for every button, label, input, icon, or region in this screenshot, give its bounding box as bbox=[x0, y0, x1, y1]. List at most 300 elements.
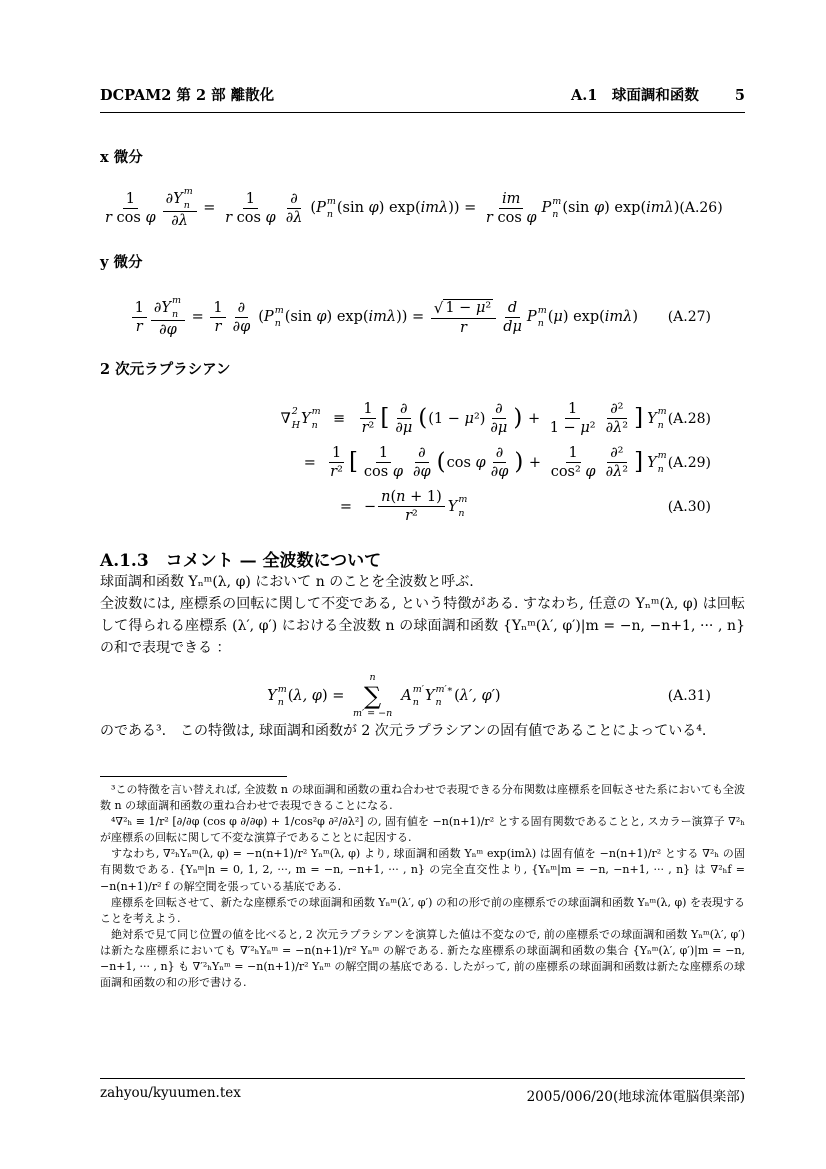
math-token bbox=[410, 463, 434, 480]
math-token: A bbox=[401, 688, 412, 705]
math-token: n bbox=[277, 697, 284, 709]
math-token: Y bbox=[447, 498, 458, 515]
math-token bbox=[327, 445, 346, 480]
math-token: n bbox=[458, 507, 465, 519]
math-token bbox=[360, 401, 375, 419]
math-token: [ bbox=[348, 449, 358, 475]
math-token: ∂ bbox=[153, 299, 162, 316]
math-token bbox=[327, 463, 346, 480]
math-token bbox=[264, 306, 285, 329]
math-token: Y bbox=[161, 299, 171, 316]
math-token: Y bbox=[301, 410, 311, 427]
equation-a31-number: (A.31) bbox=[667, 688, 711, 705]
math-token bbox=[565, 401, 580, 419]
math-token: n bbox=[274, 318, 281, 329]
math-token: ∂ bbox=[290, 190, 298, 207]
math-token bbox=[267, 685, 288, 708]
math-token: ) bbox=[513, 405, 523, 431]
math-token: n bbox=[381, 489, 391, 505]
equation-a27-math bbox=[100, 296, 668, 338]
math-token: ² bbox=[485, 300, 492, 316]
math-token: m bbox=[183, 186, 193, 197]
math-token: φ bbox=[240, 318, 251, 335]
math-token bbox=[329, 445, 344, 463]
equation-a28 bbox=[100, 401, 745, 436]
equation-a30-relation: = bbox=[339, 498, 353, 515]
math-token bbox=[327, 197, 336, 220]
math-token bbox=[487, 401, 510, 436]
math-token bbox=[301, 407, 322, 430]
math-token bbox=[483, 191, 540, 226]
math-token: ² bbox=[337, 464, 343, 480]
equation-a29-number: (A.29) bbox=[667, 454, 711, 471]
page-number: 5 bbox=[734, 87, 745, 104]
math-token bbox=[505, 300, 520, 318]
section-label-laplacian: 2 次元ラプラシアン bbox=[100, 361, 231, 378]
math-token: ) bbox=[494, 688, 501, 705]
math-token bbox=[458, 495, 467, 518]
math-token: ∂ bbox=[495, 445, 504, 461]
math-token: im bbox=[502, 190, 521, 207]
math-token: ∂ bbox=[395, 420, 403, 436]
equation-a30-rhs bbox=[364, 489, 668, 524]
equation-a31 bbox=[100, 673, 745, 719]
paragraph-eigenvalue: のである³. この特徴は, 球面調和函数が 2 次元ラプラシアンの固有値であることによっている⁴. bbox=[100, 722, 707, 739]
math-token: ) bbox=[673, 200, 680, 216]
math-token: m bbox=[657, 450, 667, 461]
math-token: ) exp( bbox=[604, 200, 647, 216]
math-token: φ bbox=[392, 464, 403, 480]
math-token: ( bbox=[418, 405, 428, 431]
math-token: 1 bbox=[213, 299, 223, 316]
math-token: ) bbox=[632, 309, 639, 325]
math-token bbox=[359, 419, 378, 436]
math-token bbox=[102, 191, 159, 226]
math-token: ∂ bbox=[232, 318, 241, 335]
math-token bbox=[316, 197, 337, 220]
equation-a29-relation: = bbox=[303, 454, 316, 471]
footnote-4-paragraph-2: すなわち, ∇²ₕYₙᵐ(λ, φ) = −n(n+1)/r² Yₙᵐ(λ, φ) より, 球面調和函数 Yₙᵐ exp(imλ) は固有値を −n(n+1)/r² とする ∇²ₕ の固有関数である. {Yₙᵐ|n = 0, 1, 2, ···, m = −n, −n+1, ··· , n} の完全直交性より, {Yₙᵐ|m = −n, −n+1, ··· , n} は ∇²ₕf = −n(n+1)/r² f の解空間を張っている基底である. bbox=[100, 847, 745, 893]
math-token bbox=[603, 401, 632, 436]
math-token: r bbox=[225, 209, 237, 226]
math-token: Y bbox=[647, 410, 657, 427]
math-token bbox=[542, 197, 563, 220]
math-token: ∂ bbox=[412, 464, 421, 480]
math-token bbox=[488, 445, 512, 480]
math-token: n bbox=[412, 697, 419, 709]
math-token bbox=[230, 300, 254, 335]
footnote-4-paragraph-3: 座標系を回転させて、新たな座標系での球面調和函数 Yₙᵐ(λ′, φ′) の和の形で前の座標系での球面調和函数 Yₙᵐ(λ, φ) を表現することを考えよう. bbox=[100, 895, 745, 925]
math-token bbox=[492, 401, 506, 419]
equation-a30 bbox=[100, 489, 745, 524]
footer-rule bbox=[100, 1078, 745, 1079]
math-token: cos bbox=[446, 454, 476, 471]
math-token bbox=[168, 212, 191, 229]
paragraph-rotation-invariance: 全波数には, 座標系の回転に関して不変である, という特徴がある. すなわち, 任意の Yₙᵐ(λ, φ) は回転して得られる座標系 (λ′, φ′) における全波数 n の球面調和函数 {Yₙᵐ(λ′, φ′)|m = −n, −n+1, ··· , n} の和で表現できる ： bbox=[100, 596, 745, 657]
math-token bbox=[281, 407, 301, 430]
math-token bbox=[434, 299, 493, 317]
math-token bbox=[603, 419, 632, 436]
math-token bbox=[647, 407, 668, 430]
math-token bbox=[488, 463, 512, 480]
math-token bbox=[500, 318, 525, 335]
math-token: ( bbox=[454, 688, 460, 705]
math-token: 1 bbox=[363, 401, 373, 417]
math-token bbox=[548, 445, 599, 480]
math-token: ∂ bbox=[605, 464, 614, 480]
math-token bbox=[547, 419, 599, 436]
footer-row bbox=[100, 1085, 745, 1105]
math-token: = bbox=[198, 200, 221, 216]
math-token bbox=[378, 489, 445, 524]
math-token: n bbox=[435, 697, 442, 709]
math-token bbox=[275, 306, 284, 329]
math-token: ∂ bbox=[237, 299, 246, 316]
math-token: 1 bbox=[568, 445, 578, 461]
footnote-rule bbox=[100, 776, 287, 777]
math-token bbox=[173, 187, 194, 210]
math-token: Y bbox=[267, 688, 277, 705]
math-token: + 1) bbox=[405, 489, 442, 505]
equation-a26-number: (A.26) bbox=[679, 200, 723, 216]
math-token: μ bbox=[464, 410, 474, 427]
math-token bbox=[435, 685, 453, 708]
math-token bbox=[392, 419, 415, 436]
math-token: (sin bbox=[562, 200, 594, 216]
math-token: 1 bbox=[378, 445, 389, 461]
math-token: m′∗ bbox=[435, 683, 454, 695]
math-token: cos² bbox=[550, 464, 586, 480]
footnotes-section bbox=[100, 776, 745, 992]
math-token: P bbox=[541, 200, 552, 216]
equations-a28-a30 bbox=[100, 401, 745, 524]
math-token: − bbox=[364, 498, 377, 515]
equation-a27 bbox=[100, 296, 745, 338]
math-token: m bbox=[311, 406, 321, 417]
math-token: 1 − bbox=[549, 420, 581, 436]
math-token: ∑ bbox=[364, 681, 382, 710]
equation-a27-number: (A.27) bbox=[667, 309, 711, 325]
footnote-3: ³この特徴を言い替えれば, 全波数 n の球面調和函数の重ね合わせで表現できる分布関数は座標系を回転させた系においても全波数 n の球面調和函数の重ね合わせで表現できることになる. bbox=[100, 782, 745, 812]
math-token: μ bbox=[497, 420, 508, 436]
math-token bbox=[283, 209, 306, 226]
header-section-title: A.1 球面調和函数 bbox=[571, 87, 699, 104]
math-token bbox=[151, 296, 185, 321]
math-token: imλ bbox=[646, 200, 674, 216]
equation-a28-number: (A.28) bbox=[667, 410, 711, 427]
math-token: φ bbox=[316, 309, 327, 325]
equation-a29 bbox=[100, 445, 745, 480]
math-token bbox=[151, 296, 185, 338]
math-token: ∂ bbox=[285, 209, 294, 226]
math-token: λ′, φ′ bbox=[459, 688, 495, 705]
footer-source-file: zahyou/kyuumen.tex bbox=[100, 1085, 241, 1101]
math-token bbox=[163, 187, 197, 229]
math-token bbox=[566, 445, 581, 463]
math-token: 1 bbox=[125, 190, 135, 207]
math-token: ( bbox=[390, 489, 397, 505]
math-token: Y bbox=[424, 688, 435, 705]
math-token bbox=[500, 300, 525, 335]
math-token bbox=[376, 445, 391, 463]
math-token bbox=[448, 495, 469, 518]
math-token: n bbox=[396, 489, 406, 505]
math-token: n bbox=[183, 199, 190, 211]
math-token: λ bbox=[178, 213, 188, 229]
math-token bbox=[607, 445, 626, 463]
math-token bbox=[647, 451, 668, 474]
math-token: d bbox=[507, 299, 518, 316]
math-token: cos bbox=[116, 209, 146, 226]
math-token: n bbox=[657, 463, 664, 475]
math-token bbox=[102, 209, 159, 226]
math-token: m′ = −n bbox=[352, 708, 393, 720]
math-token: ∂² bbox=[610, 401, 624, 417]
math-token bbox=[547, 401, 599, 436]
math-token: ² bbox=[589, 420, 596, 436]
math-token: m bbox=[537, 304, 547, 316]
math-token: φ bbox=[166, 322, 177, 338]
math-token bbox=[222, 209, 279, 226]
math-token: φ bbox=[475, 454, 486, 471]
math-token: m bbox=[552, 195, 562, 207]
math-token: 1 − bbox=[445, 300, 476, 316]
math-token: m bbox=[458, 494, 468, 505]
math-token: m bbox=[657, 406, 667, 417]
math-token: ∂ bbox=[490, 420, 498, 436]
math-token: ( bbox=[287, 688, 294, 705]
math-token bbox=[361, 445, 406, 480]
math-token: 1 bbox=[568, 401, 578, 417]
math-token: imλ bbox=[420, 200, 449, 216]
math-token: ∇ bbox=[280, 410, 291, 427]
math-token: H bbox=[291, 419, 300, 431]
math-token: m bbox=[171, 295, 181, 306]
math-token: P bbox=[526, 309, 537, 325]
math-token: ²) bbox=[473, 410, 486, 427]
math-token: r bbox=[330, 464, 338, 480]
math-token: r bbox=[460, 319, 467, 336]
math-token bbox=[292, 407, 300, 430]
header-right bbox=[571, 84, 745, 105]
math-token bbox=[212, 318, 225, 335]
math-token: λ bbox=[293, 209, 303, 226]
math-token bbox=[410, 445, 434, 480]
math-token bbox=[487, 419, 510, 436]
math-token: n bbox=[537, 318, 544, 329]
math-token: μ bbox=[580, 420, 590, 436]
math-token bbox=[392, 401, 415, 436]
math-token: φ bbox=[265, 209, 276, 226]
math-token: λ bbox=[613, 420, 623, 436]
math-token: ∂ bbox=[171, 213, 179, 229]
math-token: ( bbox=[547, 309, 554, 325]
section-label-y-derivative: y 微分 bbox=[100, 254, 143, 271]
math-token bbox=[538, 306, 547, 329]
equation-a26-math bbox=[100, 187, 679, 229]
math-token: r bbox=[135, 318, 143, 335]
math-token: ∂² bbox=[610, 445, 624, 461]
math-token bbox=[548, 463, 599, 480]
math-token: [ bbox=[380, 405, 390, 431]
footnote-4-definition: ⁴∇²ₕ ≡ 1/r² [∂/∂φ (cos φ ∂/∂φ) + 1/cos²φ ∂²/∂λ²] の, 固有値を −n(n+1)/r² とする固有関数であることと, スカラー演算子 ∇²ₕ が座標系の回転に関して不変な演算子であることとに起因する. bbox=[100, 814, 745, 845]
math-token: m bbox=[277, 683, 287, 695]
math-token bbox=[283, 191, 306, 226]
math-token: ∂ bbox=[165, 190, 174, 207]
math-token bbox=[210, 300, 225, 318]
math-token bbox=[493, 445, 507, 463]
math-token bbox=[156, 321, 180, 338]
math-token: m′ bbox=[412, 683, 424, 695]
math-token: n bbox=[326, 209, 333, 220]
math-token: r bbox=[105, 209, 117, 226]
math-token bbox=[222, 191, 279, 226]
math-token: cos bbox=[363, 464, 393, 480]
page-footer bbox=[100, 1078, 745, 1105]
math-token: r bbox=[361, 420, 369, 436]
math-token: n bbox=[657, 419, 664, 431]
math-token: imλ bbox=[368, 309, 397, 325]
math-token: ) bbox=[514, 449, 524, 475]
math-token: = bbox=[186, 309, 209, 325]
math-token: ( bbox=[258, 309, 264, 325]
math-token: + bbox=[524, 454, 546, 471]
math-token: ² bbox=[368, 420, 375, 436]
math-token bbox=[603, 445, 632, 480]
math-token: √ bbox=[433, 298, 444, 317]
math-token: 1 bbox=[245, 190, 255, 207]
math-token: ∂ bbox=[490, 464, 499, 480]
math-token bbox=[243, 191, 258, 209]
math-token: ∂ bbox=[418, 445, 426, 461]
math-token: λ, φ bbox=[293, 688, 322, 705]
math-token bbox=[658, 451, 667, 474]
section-label-x-derivative: x 微分 bbox=[100, 149, 143, 166]
math-token: φ bbox=[368, 200, 379, 216]
equation-a30-number: (A.30) bbox=[667, 498, 711, 515]
math-token: ² bbox=[622, 420, 629, 436]
math-token bbox=[210, 300, 225, 335]
math-token bbox=[123, 191, 138, 209]
math-token: Y bbox=[173, 190, 183, 207]
math-token: m bbox=[274, 304, 284, 316]
math-token bbox=[483, 209, 540, 226]
math-token bbox=[163, 187, 197, 212]
equation-a28-rhs bbox=[357, 401, 668, 436]
header-left-title: DCPAM2 第 2 部 離散化 bbox=[100, 87, 275, 104]
math-token bbox=[658, 407, 667, 430]
math-token bbox=[415, 445, 429, 463]
math-token bbox=[431, 299, 496, 336]
math-token bbox=[397, 401, 411, 419]
math-token: r bbox=[485, 209, 498, 226]
math-token: ∂ bbox=[400, 401, 408, 417]
math-token: imλ bbox=[604, 309, 633, 325]
math-token: r bbox=[214, 318, 222, 335]
math-token bbox=[184, 187, 193, 210]
math-token bbox=[235, 300, 249, 318]
math-token bbox=[402, 507, 421, 524]
math-token: n bbox=[171, 308, 179, 320]
math-token: 1 bbox=[134, 299, 144, 316]
math-token: n bbox=[369, 672, 376, 684]
equation-a28-relation: ≡ bbox=[333, 410, 346, 427]
math-token bbox=[431, 299, 496, 319]
math-token: cos bbox=[236, 209, 266, 226]
math-token bbox=[425, 685, 454, 708]
math-token: P bbox=[263, 309, 274, 325]
math-token bbox=[287, 191, 301, 209]
math-token bbox=[161, 296, 182, 319]
paragraph-total-wavenumber: 球面調和函数 Yₙᵐ(λ, φ) において n のことを全波数と呼ぶ. bbox=[100, 574, 474, 590]
math-token bbox=[378, 489, 445, 507]
math-token bbox=[278, 685, 287, 708]
subsection-heading-a13: A.1.3 コメント — 全波数について bbox=[100, 551, 382, 571]
math-token: φ bbox=[526, 209, 537, 226]
math-token bbox=[230, 318, 254, 335]
equation-a26 bbox=[100, 187, 745, 229]
math-token: P bbox=[316, 200, 326, 216]
footer-date-credit: 2005/006/20(地球流体電脳倶楽部) bbox=[526, 1089, 745, 1105]
math-token: 1 bbox=[331, 445, 342, 461]
math-token: φ bbox=[585, 464, 596, 480]
math-token bbox=[527, 306, 548, 329]
math-token: r bbox=[405, 508, 413, 524]
equation-a29-rhs bbox=[325, 445, 668, 480]
math-token: )) = bbox=[448, 200, 481, 216]
math-token: μ bbox=[553, 309, 563, 325]
math-token bbox=[607, 401, 626, 419]
math-token: + bbox=[523, 410, 545, 427]
footnote-4-paragraph-4: 絶対系で見て同じ位置の値を比べると, 2 次元ラプラシアンを演算した値は不変なので, 前の座標系での球面調和函数 Yₙᵐ(λ′, φ′) は新たな座標系においても ∇′²ₕYₙᵐ = −n(n+1)/r² Yₙᵐ の解である. 新たな座標系の球面調和函数の集合 {Yₙᵐ(λ′, φ′)|m = −n, −n+1, ··· , n} も ∇′²ₕYₙᵐ = −n(n+1)/r² Yₙᵐ の解空間の基底である. したがって, 前の座標系の球面調和函数は新たな座標系の球面調和函数の和の形で書ける. bbox=[100, 928, 745, 990]
page-header bbox=[100, 84, 745, 113]
math-token bbox=[353, 673, 392, 719]
math-token: Y bbox=[647, 454, 657, 471]
math-token bbox=[552, 197, 561, 220]
math-token bbox=[132, 300, 147, 335]
math-token: ∂ bbox=[605, 420, 614, 436]
math-token bbox=[413, 685, 424, 708]
math-token: (sin bbox=[284, 309, 317, 325]
math-token: μ bbox=[402, 420, 413, 436]
math-token bbox=[132, 300, 147, 318]
math-token: ² bbox=[412, 508, 418, 524]
math-token bbox=[603, 463, 632, 480]
math-token: ) exp( bbox=[378, 200, 421, 216]
math-token: ) = bbox=[321, 688, 349, 705]
math-token bbox=[443, 299, 493, 317]
math-token: φ bbox=[145, 209, 156, 226]
equation-a31-math bbox=[100, 673, 668, 719]
math-token: ) exp( bbox=[326, 309, 369, 325]
math-token: (sin bbox=[336, 200, 369, 216]
math-token bbox=[457, 319, 470, 336]
math-token: ] bbox=[634, 405, 644, 431]
math-token bbox=[361, 463, 406, 480]
math-token: ] bbox=[634, 449, 644, 475]
math-token: ( bbox=[436, 449, 446, 475]
math-token: 2 bbox=[291, 406, 298, 417]
math-token: m bbox=[326, 195, 336, 207]
math-token: λ bbox=[613, 464, 623, 480]
math-token: φ bbox=[594, 200, 605, 216]
math-token bbox=[359, 401, 378, 436]
equation-a28-lhs bbox=[100, 407, 322, 430]
math-token: ∂ bbox=[495, 401, 503, 417]
math-token: n bbox=[311, 419, 318, 431]
math-token bbox=[133, 318, 146, 335]
math-token: μ bbox=[475, 300, 486, 316]
